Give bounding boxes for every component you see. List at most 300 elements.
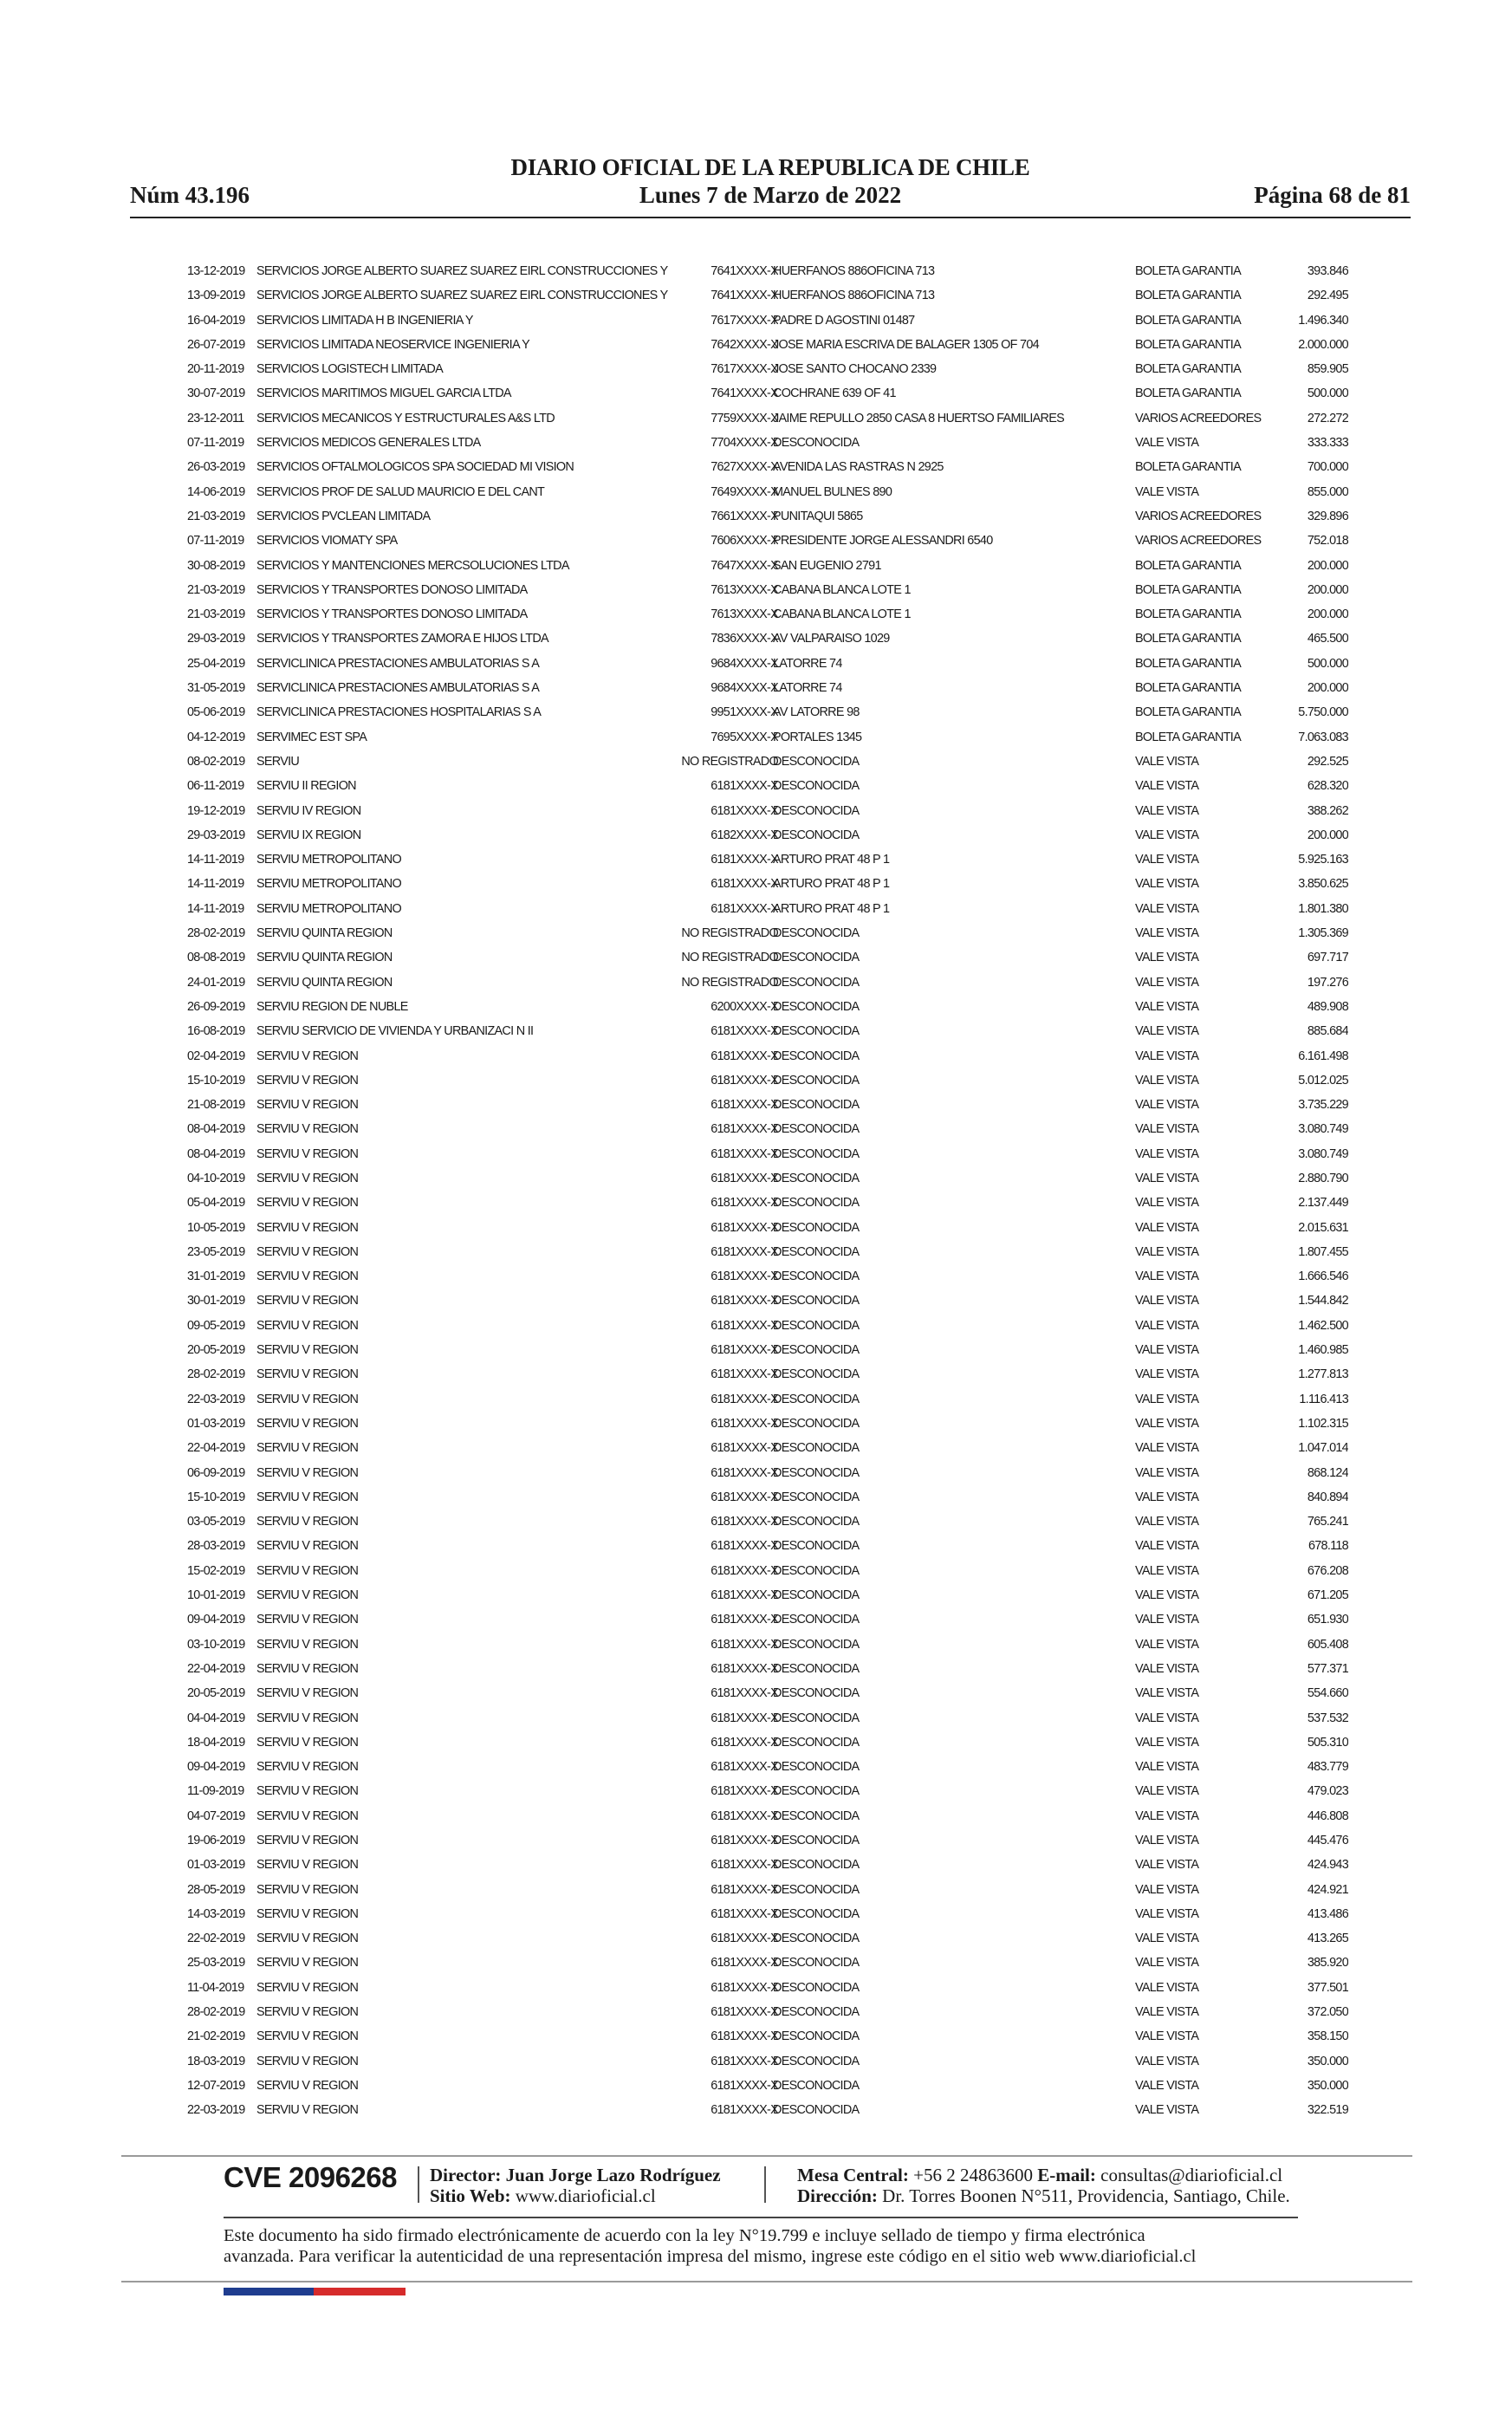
date-cell: 07-11-2019 bbox=[187, 534, 244, 549]
address-cell: ARTURO PRAT 48 P 1 bbox=[773, 877, 890, 892]
date-cell: 21-08-2019 bbox=[187, 1098, 245, 1113]
cve-code: CVE 2096268 bbox=[224, 2161, 397, 2193]
flag-blue-band bbox=[224, 2288, 314, 2295]
table-row bbox=[187, 1240, 1348, 1264]
address-cell: DESCONOCIDA bbox=[773, 1882, 860, 1897]
table-row bbox=[187, 971, 1348, 995]
amount-cell: 505.310 bbox=[1307, 1735, 1348, 1750]
name-cell: SERVICIOS PROF DE SALUD MAURICIO E DEL CANT bbox=[256, 484, 545, 499]
name-cell: SERVIU METROPOLITANO bbox=[256, 853, 401, 867]
rut-cell: 6181XXXX-X bbox=[711, 1882, 778, 1897]
table-row bbox=[187, 1607, 1348, 1632]
address-cell: DESCONOCIDA bbox=[773, 1711, 860, 1725]
address-cell: DESCONOCIDA bbox=[773, 1906, 860, 1921]
address-cell: DESCONOCIDA bbox=[773, 1465, 860, 1480]
address-cell: DESCONOCIDA bbox=[773, 951, 860, 965]
date-cell: 20-05-2019 bbox=[187, 1686, 245, 1701]
document-type-cell: VALE VISTA bbox=[1135, 877, 1199, 892]
document-type-cell: VALE VISTA bbox=[1135, 2029, 1199, 2044]
date-cell: 26-09-2019 bbox=[187, 999, 245, 1014]
rut-cell: 6181XXXX-X bbox=[711, 1588, 778, 1603]
date-cell: 13-09-2019 bbox=[187, 289, 245, 303]
name-cell: SERVICIOS PVCLEAN LIMITADA bbox=[256, 509, 431, 523]
address-cell: DESCONOCIDA bbox=[773, 1613, 860, 1627]
footer-divider-bottom bbox=[121, 2281, 1412, 2282]
rut-cell: 7759XXXX-X bbox=[711, 411, 778, 425]
amount-cell: 840.894 bbox=[1307, 1490, 1348, 1504]
rut-cell: 7661XXXX-X bbox=[711, 509, 778, 523]
amount-cell: 1.460.985 bbox=[1298, 1343, 1348, 1358]
date-cell: 28-02-2019 bbox=[187, 2005, 245, 2020]
date-cell: 05-04-2019 bbox=[187, 1196, 245, 1211]
amount-cell: 200.000 bbox=[1307, 828, 1348, 842]
rut-cell: 6181XXXX-X bbox=[711, 1490, 778, 1504]
amount-cell: 2.880.790 bbox=[1298, 1171, 1348, 1185]
date-cell: 20-05-2019 bbox=[187, 1343, 245, 1358]
rut-cell: 6181XXXX-X bbox=[711, 1073, 778, 1088]
notice-line: avanzada. Para verificar la autenticidad de una representación impresa del mismo, ingrese este código en el sitio web www.diarioficial.cl bbox=[224, 2247, 1197, 2266]
document-type-cell: VALE VISTA bbox=[1135, 1882, 1199, 1897]
document-type-cell: BOLETA GARANTIA bbox=[1135, 607, 1241, 622]
table-row bbox=[187, 357, 1348, 381]
address-cell: PADRE D AGOSTINI 01487 bbox=[773, 313, 915, 328]
name-cell: SERVIU V REGION bbox=[256, 1416, 359, 1431]
director-name: Juan Jorge Lazo Rodríguez bbox=[505, 2165, 721, 2185]
name-cell: SERVICLINICA PRESTACIONES HOSPITALARIAS S A bbox=[256, 705, 542, 720]
amount-cell: 292.525 bbox=[1307, 754, 1348, 769]
date-cell: 28-03-2019 bbox=[187, 1539, 245, 1554]
date-cell: 24-01-2019 bbox=[187, 975, 245, 990]
address-cell: DESCONOCIDA bbox=[773, 1049, 860, 1063]
name-cell: SERVIU SERVICIO DE VIVIENDA Y URBANIZACI N II bbox=[256, 1024, 534, 1039]
name-cell: SERVIU V REGION bbox=[256, 1784, 359, 1799]
rut-cell: 7617XXXX-X bbox=[711, 362, 778, 377]
table-row bbox=[187, 1828, 1348, 1853]
document-type-cell: BOLETA GARANTIA bbox=[1135, 632, 1241, 646]
amount-cell: 200.000 bbox=[1307, 582, 1348, 597]
rut-cell: 6200XXXX-X bbox=[711, 999, 778, 1014]
rut-cell: 6181XXXX-X bbox=[711, 1220, 778, 1235]
amount-cell: 859.905 bbox=[1307, 362, 1348, 377]
document-type-cell: VALE VISTA bbox=[1135, 1515, 1199, 1529]
amount-cell: 554.660 bbox=[1307, 1686, 1348, 1701]
date-cell: 16-04-2019 bbox=[187, 313, 245, 328]
document-type-cell: VALE VISTA bbox=[1135, 1613, 1199, 1627]
date-cell: 20-11-2019 bbox=[187, 362, 244, 377]
address-cell: DESCONOCIDA bbox=[773, 1073, 860, 1088]
amount-cell: 2.000.000 bbox=[1298, 337, 1348, 352]
document-type-cell: BOLETA GARANTIA bbox=[1135, 313, 1241, 328]
amount-cell: 537.532 bbox=[1307, 1711, 1348, 1725]
document-type-cell: VALE VISTA bbox=[1135, 1834, 1199, 1847]
name-cell: SERVIU V REGION bbox=[256, 1073, 359, 1088]
name-cell: SERVIU V REGION bbox=[256, 1515, 359, 1529]
amount-cell: 1.116.413 bbox=[1299, 1392, 1348, 1406]
date-cell: 07-11-2019 bbox=[187, 436, 244, 451]
address-cell: AV LATORRE 98 bbox=[773, 705, 860, 720]
address-cell: DESCONOCIDA bbox=[773, 1563, 860, 1578]
table-row bbox=[187, 1362, 1348, 1386]
date-cell: 05-06-2019 bbox=[187, 705, 245, 720]
table-row bbox=[187, 480, 1348, 504]
name-cell: SERVICIOS VIOMATY SPA bbox=[256, 534, 398, 549]
date-cell: 21-03-2019 bbox=[187, 582, 245, 597]
table-row bbox=[187, 1166, 1348, 1191]
date-cell: 06-11-2019 bbox=[187, 779, 244, 794]
document-type-cell: VALE VISTA bbox=[1135, 1049, 1199, 1063]
amount-cell: 671.205 bbox=[1307, 1588, 1348, 1603]
date-cell: 16-08-2019 bbox=[187, 1024, 245, 1039]
address-cell: DESCONOCIDA bbox=[773, 1122, 860, 1137]
amount-cell: 388.262 bbox=[1307, 803, 1348, 818]
name-cell: SERVIU V REGION bbox=[256, 2078, 359, 2093]
table-row bbox=[187, 1755, 1348, 1779]
document-type-cell: BOLETA GARANTIA bbox=[1135, 730, 1241, 744]
document-type-cell: VALE VISTA bbox=[1135, 1343, 1199, 1358]
document-type-cell: VALE VISTA bbox=[1135, 1711, 1199, 1725]
table-row bbox=[187, 554, 1348, 578]
table-row bbox=[187, 455, 1348, 479]
document-type-cell: VALE VISTA bbox=[1135, 754, 1199, 769]
address-cell: DESCONOCIDA bbox=[773, 1784, 860, 1799]
name-cell: SERVIU V REGION bbox=[256, 2103, 359, 2118]
rut-cell: 6181XXXX-X bbox=[711, 1343, 778, 1358]
amount-cell: 605.408 bbox=[1307, 1637, 1348, 1652]
address-cell: DESCONOCIDA bbox=[773, 975, 860, 990]
name-cell: SERVICIOS MARITIMOS MIGUEL GARCIA LTDA bbox=[256, 386, 511, 401]
date-cell: 15-02-2019 bbox=[187, 1563, 245, 1578]
document-type-cell: VALE VISTA bbox=[1135, 1858, 1199, 1873]
table-row bbox=[187, 529, 1348, 553]
amount-cell: 489.908 bbox=[1307, 999, 1348, 1014]
amount-cell: 1.807.455 bbox=[1298, 1244, 1348, 1259]
address-value: Dr. Torres Boonen N°511, Providencia, Santiago, Chile. bbox=[882, 2185, 1290, 2206]
rut-cell: 9951XXXX-X bbox=[711, 705, 778, 720]
page-header bbox=[130, 154, 1411, 215]
document-type-cell: VALE VISTA bbox=[1135, 1024, 1199, 1039]
date-cell: 14-11-2019 bbox=[187, 853, 244, 867]
document-type-cell: VALE VISTA bbox=[1135, 975, 1199, 990]
document-type-cell: VALE VISTA bbox=[1135, 1735, 1199, 1750]
date-cell: 03-05-2019 bbox=[187, 1515, 245, 1529]
document-type-cell: VALE VISTA bbox=[1135, 1416, 1199, 1431]
document-type-cell: VARIOS ACREEDORES bbox=[1135, 509, 1262, 523]
amount-cell: 329.896 bbox=[1307, 509, 1348, 523]
name-cell: SERVICIOS MEDICOS GENERALES LTDA bbox=[256, 436, 481, 451]
name-cell: SERVICIOS Y TRANSPORTES DONOSO LIMITADA bbox=[256, 582, 528, 597]
table-row bbox=[187, 847, 1348, 872]
document-type-cell: BOLETA GARANTIA bbox=[1135, 656, 1241, 671]
name-cell: SERVIU V REGION bbox=[256, 1539, 359, 1554]
table-row bbox=[187, 308, 1348, 333]
name-cell: SERVICIOS LIMITADA H B INGENIERIA Y bbox=[256, 313, 473, 328]
amount-cell: 413.265 bbox=[1307, 1932, 1348, 1946]
rut-cell: NO REGISTRADO bbox=[681, 754, 778, 769]
name-cell: SERVIU V REGION bbox=[256, 1098, 359, 1113]
amount-cell: 424.943 bbox=[1307, 1858, 1348, 1873]
amount-cell: 5.012.025 bbox=[1298, 1073, 1348, 1088]
amount-cell: 1.305.369 bbox=[1298, 926, 1348, 941]
address-cell: DESCONOCIDA bbox=[773, 1416, 860, 1431]
rut-cell: 6181XXXX-X bbox=[711, 1637, 778, 1652]
rut-cell: 6181XXXX-X bbox=[711, 1318, 778, 1333]
name-cell: SERVIU V REGION bbox=[256, 1171, 359, 1185]
rut-cell: 7641XXXX-X bbox=[711, 264, 778, 278]
date-cell: 26-07-2019 bbox=[187, 337, 245, 352]
amount-cell: 500.000 bbox=[1307, 656, 1348, 671]
address-cell: PUNITAQUI 5865 bbox=[773, 509, 863, 523]
email-label: E-mail: bbox=[1037, 2165, 1096, 2185]
name-cell: SERVIU V REGION bbox=[256, 1563, 359, 1578]
table-row bbox=[187, 1117, 1348, 1141]
rut-cell: 6181XXXX-X bbox=[711, 1515, 778, 1529]
document-type-cell: VALE VISTA bbox=[1135, 436, 1199, 451]
name-cell: SERVIU V REGION bbox=[256, 1808, 359, 1823]
date-cell: 29-03-2019 bbox=[187, 828, 245, 842]
table-row bbox=[187, 1314, 1348, 1338]
rut-cell: 6181XXXX-X bbox=[711, 877, 778, 892]
name-cell: SERVIU V REGION bbox=[256, 1244, 359, 1259]
table-row bbox=[187, 921, 1348, 945]
address-cell: DESCONOCIDA bbox=[773, 1956, 860, 1971]
amount-cell: 628.320 bbox=[1307, 779, 1348, 794]
address-cell: DESCONOCIDA bbox=[773, 2029, 860, 2044]
rut-cell: 7649XXXX-X bbox=[711, 484, 778, 499]
flag-stripe bbox=[224, 2288, 406, 2295]
date-cell: 01-03-2019 bbox=[187, 1858, 245, 1873]
web-link[interactable]: www.diarioficial.cl bbox=[515, 2185, 656, 2206]
name-cell: SERVIU V REGION bbox=[256, 1686, 359, 1701]
address-cell: LATORRE 74 bbox=[773, 656, 842, 671]
document-type-cell: VALE VISTA bbox=[1135, 853, 1199, 867]
address-cell: DESCONOCIDA bbox=[773, 803, 860, 818]
date-cell: 31-01-2019 bbox=[187, 1269, 245, 1284]
name-cell: SERVIU V REGION bbox=[256, 1588, 359, 1603]
name-cell: SERVICIOS JORGE ALBERTO SUAREZ SUAREZ EIRL CONSTRUCCIONES Y bbox=[256, 289, 668, 303]
name-cell: SERVICLINICA PRESTACIONES AMBULATORIAS S A bbox=[256, 656, 540, 671]
name-cell: SERVIU V REGION bbox=[256, 1122, 359, 1137]
document-type-cell: VALE VISTA bbox=[1135, 1539, 1199, 1554]
address-cell: DESCONOCIDA bbox=[773, 1661, 860, 1676]
rut-cell: 6181XXXX-X bbox=[711, 1834, 778, 1847]
table-row bbox=[187, 774, 1348, 798]
document-type-cell: VALE VISTA bbox=[1135, 2103, 1199, 2118]
name-cell: SERVIU bbox=[256, 754, 300, 769]
date-cell: 11-04-2019 bbox=[187, 1980, 244, 1995]
rut-cell: 6181XXXX-X bbox=[711, 1441, 778, 1456]
date-cell: 02-04-2019 bbox=[187, 1049, 245, 1063]
table-row bbox=[187, 1902, 1348, 1926]
table-row bbox=[187, 1142, 1348, 1166]
table-row bbox=[187, 725, 1348, 750]
document-type-cell: VALE VISTA bbox=[1135, 1465, 1199, 1480]
table-row bbox=[187, 1559, 1348, 1583]
date-cell: 09-05-2019 bbox=[187, 1318, 245, 1333]
address-cell: DESCONOCIDA bbox=[773, 1171, 860, 1185]
name-cell: SERVIU V REGION bbox=[256, 2029, 359, 2044]
address-cell: DESCONOCIDA bbox=[773, 1318, 860, 1333]
address-cell: DESCONOCIDA bbox=[773, 2054, 860, 2068]
table-row bbox=[187, 1633, 1348, 1657]
address-cell: DESCONOCIDA bbox=[773, 999, 860, 1014]
name-cell: SERVIU V REGION bbox=[256, 1834, 359, 1847]
name-cell: SERVIU V REGION bbox=[256, 1906, 359, 1921]
rut-cell: 6181XXXX-X bbox=[711, 901, 778, 916]
name-cell: SERVIU V REGION bbox=[256, 1441, 359, 1456]
address-cell: DESCONOCIDA bbox=[773, 1441, 860, 1456]
amount-cell: 6.161.498 bbox=[1298, 1049, 1348, 1063]
rut-cell: 6181XXXX-X bbox=[711, 1563, 778, 1578]
document-type-cell: VALE VISTA bbox=[1135, 1098, 1199, 1113]
date-cell: 14-03-2019 bbox=[187, 1906, 245, 1921]
name-cell: SERVIU REGION DE NUBLE bbox=[256, 999, 408, 1014]
document-type-cell: VALE VISTA bbox=[1135, 1244, 1199, 1259]
amount-cell: 3.080.749 bbox=[1298, 1122, 1348, 1137]
table-row bbox=[187, 406, 1348, 431]
document-type-cell: VARIOS ACREEDORES bbox=[1135, 411, 1262, 425]
rut-cell: 7613XXXX-X bbox=[711, 582, 778, 597]
document-type-cell: VALE VISTA bbox=[1135, 1980, 1199, 1995]
rut-cell: 6181XXXX-X bbox=[711, 1711, 778, 1725]
date-cell: 22-02-2019 bbox=[187, 1932, 245, 1946]
address-cell: DESCONOCIDA bbox=[773, 1760, 860, 1775]
rut-cell: 7641XXXX-X bbox=[711, 386, 778, 401]
table-row bbox=[187, 1804, 1348, 1828]
rut-cell: 6181XXXX-X bbox=[711, 2078, 778, 2093]
table-row bbox=[187, 1681, 1348, 1705]
date-cell: 08-04-2019 bbox=[187, 1122, 245, 1137]
amount-cell: 2.137.449 bbox=[1298, 1196, 1348, 1211]
address-cell: DESCONOCIDA bbox=[773, 1539, 860, 1554]
address-cell: DESCONOCIDA bbox=[773, 1490, 860, 1504]
rut-cell: 6181XXXX-X bbox=[711, 1294, 778, 1308]
date-cell: 09-04-2019 bbox=[187, 1760, 245, 1775]
table-row bbox=[187, 1706, 1348, 1730]
amount-cell: 3.850.625 bbox=[1298, 877, 1348, 892]
amount-cell: 322.519 bbox=[1307, 2103, 1348, 2118]
date-cell: 22-03-2019 bbox=[187, 2103, 245, 2118]
table-row bbox=[187, 2024, 1348, 2049]
date-cell: 29-03-2019 bbox=[187, 632, 245, 646]
address-cell: DESCONOCIDA bbox=[773, 1515, 860, 1529]
issue-date: Lunes 7 de Marzo de 2022 bbox=[639, 182, 902, 208]
rut-cell: 6181XXXX-X bbox=[711, 1024, 778, 1039]
address-cell: DESCONOCIDA bbox=[773, 926, 860, 941]
rut-cell: 6181XXXX-X bbox=[711, 1122, 778, 1137]
rut-cell: 6181XXXX-X bbox=[711, 2005, 778, 2020]
table-row bbox=[187, 602, 1348, 627]
table-row bbox=[187, 799, 1348, 823]
rut-cell: 7613XXXX-X bbox=[711, 607, 778, 622]
amount-cell: 5.750.000 bbox=[1298, 705, 1348, 720]
amount-cell: 200.000 bbox=[1307, 681, 1348, 696]
rut-cell: 6181XXXX-X bbox=[711, 2103, 778, 2118]
address-cell: COCHRANE 639 OF 41 bbox=[773, 386, 896, 401]
footer-separator bbox=[764, 2166, 766, 2203]
name-cell: SERVIU V REGION bbox=[256, 1858, 359, 1873]
table-row bbox=[187, 897, 1348, 921]
date-cell: 22-03-2019 bbox=[187, 1392, 245, 1406]
amount-cell: 1.801.380 bbox=[1298, 901, 1348, 916]
amount-cell: 1.102.315 bbox=[1298, 1416, 1348, 1431]
date-cell: 28-02-2019 bbox=[187, 926, 245, 941]
date-cell: 30-07-2019 bbox=[187, 386, 245, 401]
rut-cell: 6181XXXX-X bbox=[711, 1906, 778, 1921]
table-row bbox=[187, 1289, 1348, 1313]
name-cell: SERVIU QUINTA REGION bbox=[256, 975, 393, 990]
address-cell: DESCONOCIDA bbox=[773, 1220, 860, 1235]
rut-cell: 6181XXXX-X bbox=[711, 2054, 778, 2068]
rut-cell: 7641XXXX-X bbox=[711, 289, 778, 303]
date-cell: 30-08-2019 bbox=[187, 558, 245, 573]
rut-cell: 6181XXXX-X bbox=[711, 1244, 778, 1259]
address-cell: DESCONOCIDA bbox=[773, 2078, 860, 2093]
address-cell: DESCONOCIDA bbox=[773, 1343, 860, 1358]
rut-cell: 6181XXXX-X bbox=[711, 1858, 778, 1873]
document-type-cell: BOLETA GARANTIA bbox=[1135, 705, 1241, 720]
amount-cell: 2.015.631 bbox=[1298, 1220, 1348, 1235]
document-type-cell: VALE VISTA bbox=[1135, 1661, 1199, 1676]
address-cell: DESCONOCIDA bbox=[773, 1637, 860, 1652]
date-cell: 14-11-2019 bbox=[187, 901, 244, 916]
table-row bbox=[187, 431, 1348, 455]
amount-cell: 197.276 bbox=[1307, 975, 1348, 990]
amount-cell: 200.000 bbox=[1307, 607, 1348, 622]
rut-cell: 6182XXXX-X bbox=[711, 828, 778, 842]
name-cell: SERVIMEC EST SPA bbox=[256, 730, 367, 744]
amount-cell: 577.371 bbox=[1307, 1661, 1348, 1676]
document-type-cell: VALE VISTA bbox=[1135, 1441, 1199, 1456]
document-type-cell: VALE VISTA bbox=[1135, 1269, 1199, 1284]
table-row bbox=[187, 1926, 1348, 1951]
amount-cell: 700.000 bbox=[1307, 460, 1348, 475]
table-row bbox=[187, 700, 1348, 724]
document-type-cell: BOLETA GARANTIA bbox=[1135, 558, 1241, 573]
address-cell: DESCONOCIDA bbox=[773, 1808, 860, 1823]
date-cell: 08-08-2019 bbox=[187, 951, 245, 965]
amount-cell: 385.920 bbox=[1307, 1956, 1348, 1971]
address-cell: DESCONOCIDA bbox=[773, 1980, 860, 1995]
date-cell: 08-02-2019 bbox=[187, 754, 245, 769]
rut-cell: 7695XXXX-X bbox=[711, 730, 778, 744]
mesa-phone: +56 2 24863600 bbox=[913, 2165, 1033, 2185]
records-table bbox=[187, 259, 1348, 2123]
address-cell: DESCONOCIDA bbox=[773, 1294, 860, 1308]
amount-cell: 752.018 bbox=[1307, 534, 1348, 549]
document-type-cell: VALE VISTA bbox=[1135, 2005, 1199, 2020]
rut-cell: 6181XXXX-X bbox=[711, 1661, 778, 1676]
document-type-cell: VALE VISTA bbox=[1135, 926, 1199, 941]
amount-cell: 1.277.813 bbox=[1298, 1367, 1348, 1382]
amount-cell: 200.000 bbox=[1307, 558, 1348, 573]
address-cell: DESCONOCIDA bbox=[773, 1367, 860, 1382]
address-cell: DESCONOCIDA bbox=[773, 1024, 860, 1039]
table-row bbox=[187, 872, 1348, 896]
amount-cell: 1.462.500 bbox=[1298, 1318, 1348, 1333]
table-row bbox=[187, 945, 1348, 970]
document-type-cell: VALE VISTA bbox=[1135, 1686, 1199, 1701]
rut-cell: 6181XXXX-X bbox=[711, 1392, 778, 1406]
table-row bbox=[187, 1583, 1348, 1607]
document-type-cell: BOLETA GARANTIA bbox=[1135, 582, 1241, 597]
address-cell: DESCONOCIDA bbox=[773, 779, 860, 794]
email-link[interactable]: consultas@diarioficial.cl bbox=[1100, 2165, 1283, 2185]
document-type-cell: VALE VISTA bbox=[1135, 1760, 1199, 1775]
name-cell: SERVIU V REGION bbox=[256, 1465, 359, 1480]
table-row bbox=[187, 1412, 1348, 1436]
document-type-cell: VALE VISTA bbox=[1135, 1490, 1199, 1504]
date-cell: 21-02-2019 bbox=[187, 2029, 245, 2044]
